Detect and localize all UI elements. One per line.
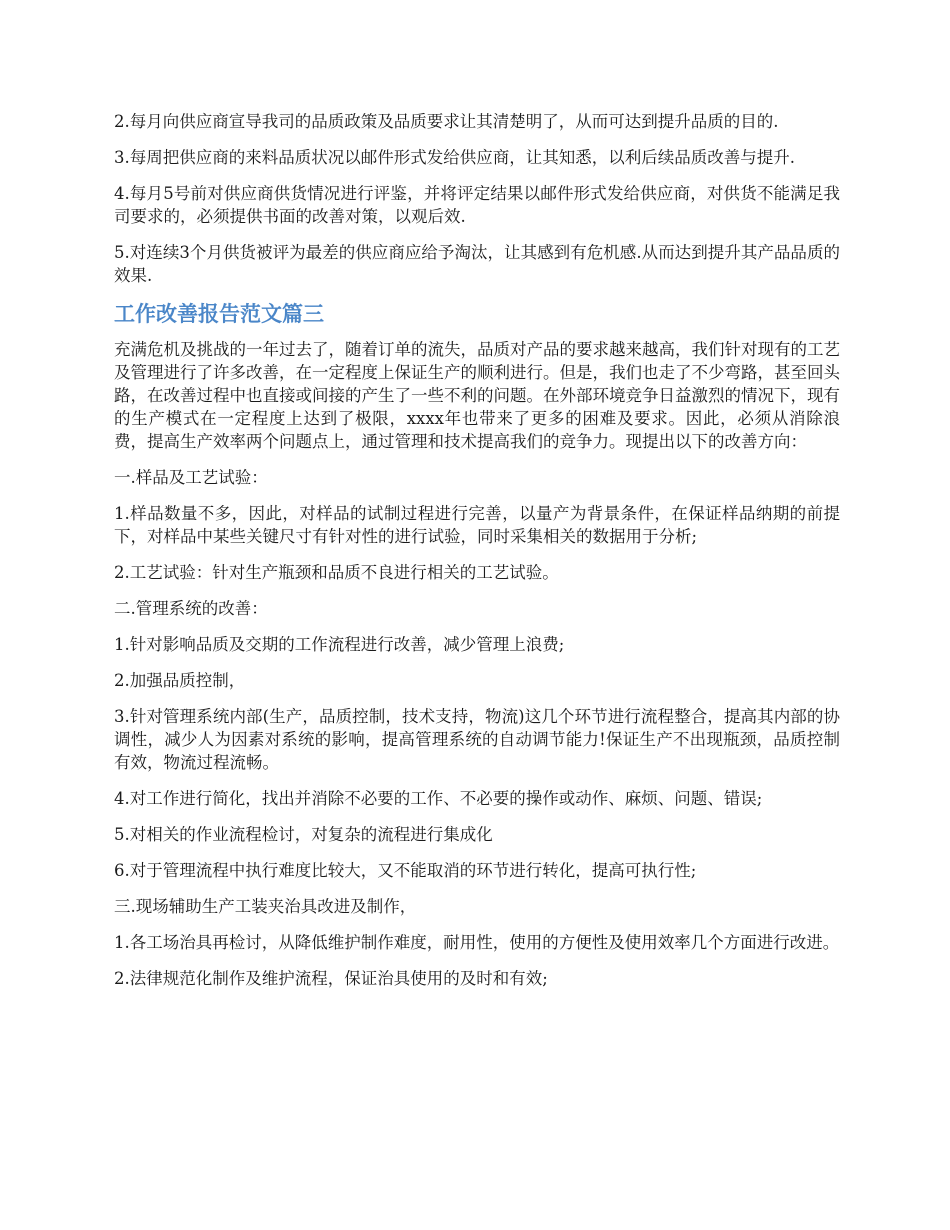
- intro-paragraph: 充满危机及挑战的一年过去了，随着订单的流失，品质对产品的要求越来越高，我们针对现有的工艺及管理进行了许多改善，在一定程度上保证生产的顺利进行。但是，我们也走了不少弯路，甚至回头路，在改善过程中也直接或间接的产生了一些不利的问题。在外部环境竞争日益激烈的情况下，现有的生产模式在一定程度上达到了极限，xxxx年也带来了更多的困难及要求。因此，必须从消除浪费，提高生产效率两个问题点上，通过管理和技术提高我们的竞争力。现提出以下的改善方向：: [114, 340, 840, 451]
- paragraph: 2.每月向供应商宣导我司的品质政策及品质要求让其清楚明了，从而可达到提升品质的目的.: [114, 112, 779, 131]
- paragraph: 5.对相关的作业流程检讨，对复杂的流程进行集成化: [114, 825, 493, 844]
- paragraph: 1.各工场治具再检讨，从降低维护制作难度，耐用性，使用的方便性及使用效率几个方面进行改进。: [114, 933, 840, 952]
- document-page: [114, 110, 840, 1003]
- paragraph: 1.样品数量不多，因此，对样品的试制过程进行完善，以量产为背景条件，在保证样品纳期的前提下，对样品中某些关键尺寸有针对性的进行试验，同时采集相关的数据用于分析;: [114, 504, 840, 546]
- paragraph: 3.针对管理系统内部(生产，品质控制，技术支持，物流)这几个环节进行流程整合，提高其内部的协调性，减少人为因素对系统的影响，提高管理系统的自动调节能力!保证生产不出现瓶颈，品质控制有效，物流过程流畅。: [114, 707, 840, 772]
- paragraph: 二.管理系统的改善：: [114, 599, 268, 618]
- paragraph: 2.工艺试验：针对生产瓶颈和品质不良进行相关的工艺试验。: [114, 563, 559, 582]
- paragraph: 6.对于管理流程中执行难度比较大，又不能取消的环节进行转化，提高可执行性;: [114, 861, 697, 880]
- paragraph: 4.每月5号前对供应商供货情况进行评鉴，并将评定结果以邮件形式发给供应商，对供货不能满足我司要求的，必须提供书面的改善对策，以观后效.: [114, 184, 840, 226]
- paragraph: 4.对工作进行简化，找出并消除不必要的工作、不必要的操作或动作、麻烦、问题、错误;: [114, 789, 763, 808]
- section-heading: 工作改善报告范文篇三: [114, 302, 324, 326]
- paragraph: 三.现场辅助生产工装夹治具改进及制作，: [114, 897, 417, 916]
- paragraph: 1.针对影响品质及交期的工作流程进行改善，减少管理上浪费;: [114, 635, 565, 654]
- paragraph: 5.对连续3个月供货被评为最差的供应商应给予淘汰，让其感到有危机感.从而达到提升其产品品质的效果.: [114, 243, 840, 285]
- paragraph: 2.加强品质控制，: [114, 671, 246, 690]
- paragraph: 3.每周把供应商的来料品质状况以邮件形式发给供应商，让其知悉，以利后续品质改善与提升.: [114, 148, 795, 167]
- paragraph: 一.样品及工艺试验：: [114, 468, 268, 487]
- paragraph: 2.法律规范化制作及维护流程，保证治具使用的及时和有效;: [114, 969, 548, 988]
